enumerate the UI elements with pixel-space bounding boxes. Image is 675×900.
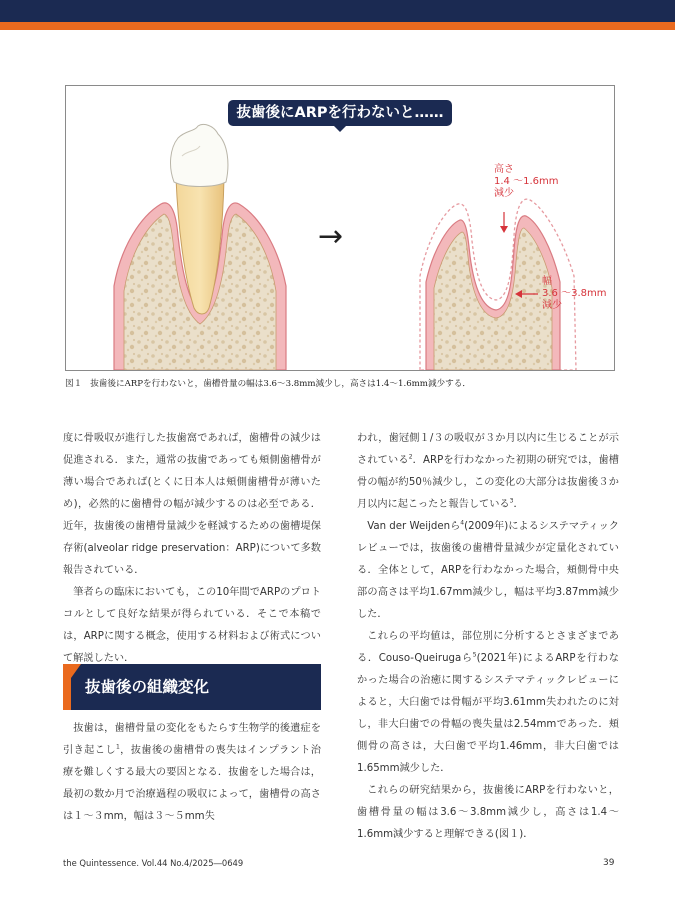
before-extraction-diagram xyxy=(114,124,286,370)
top-navy-bar xyxy=(0,0,675,22)
figure-1 xyxy=(65,85,615,371)
reference-mark: 4 xyxy=(460,519,465,527)
paragraph xyxy=(357,626,619,780)
left-column xyxy=(63,428,321,670)
height-reduction: 減少 xyxy=(494,188,514,199)
paragraph: 度に骨吸収が進行した抜歯窩であれば，歯槽骨の減少は促進される．また，通常の抜歯であっても頬側歯槽骨が薄い場合であれば(とくに日本人は頬側歯槽骨が薄いため)，必然的に歯槽骨の幅が減少するのは必至である．近年，抜歯後の歯槽骨量減少を軽減するための歯槽堤保存術(alveolar ridge preservation：ARP)について多数報告されている． xyxy=(63,433,321,576)
paragraph xyxy=(63,718,321,828)
section-title: 抜歯後の組織変化 xyxy=(85,678,210,696)
paragraph-text: ． xyxy=(513,499,524,510)
width-loss-annotation xyxy=(542,276,606,312)
right-column xyxy=(357,428,619,846)
figure-caption xyxy=(65,377,625,389)
paragraph xyxy=(357,516,619,626)
reference-mark: 1 xyxy=(115,743,120,751)
paragraph-text: Van der Weijdenら xyxy=(367,521,461,532)
paragraph-text: われ，歯冠側１/３の吸収が３か月以内に生じることが示されている xyxy=(357,433,619,466)
paragraph-text: (2021年)によるARPを行わなかった場合の治癒に関するシステマティックレビューによると，大臼歯では骨幅が平均3.61mm失われたのに対し，非大臼歯での骨幅の喪失量は2.54mmであった．頬側骨の高さは，大臼歯で平均1.46mm，非大臼歯では1.65mm減少した． xyxy=(357,653,619,774)
left-column-lower xyxy=(63,718,321,828)
heading-accent-bar xyxy=(63,664,71,710)
reference-mark: 5 xyxy=(472,651,477,659)
paragraph-text: (2009年)によるシステマティックレビューでは，抜歯後の歯槽骨量減少が定量化されている．全体として，ARPを行わなかった場合，頬側骨中央部の高さは平均1.67mm減少し，幅は平均3.87mm減少した． xyxy=(357,521,619,620)
caption-text: 抜歯後にARPを行わないと，歯槽骨量の幅は3.6〜3.8mm減少し，高さは1.4〜1.6mm減少する． xyxy=(90,379,471,389)
paragraph-text: これらの平均値は，部位別に分析するとさまざまである．Couso-Queirugaら xyxy=(357,631,619,664)
top-orange-stripe xyxy=(0,22,675,30)
reference-mark: 2 xyxy=(408,453,413,461)
page-number: 39 xyxy=(603,858,615,868)
transition-arrow: → xyxy=(318,219,344,254)
height-label: 高さ xyxy=(494,164,514,175)
paragraph-text: ．ARPを行わなかった初期の研究では，歯槽骨の幅が約50％減少し，この変化の大部分は抜歯後３か月以内に起こったと報告している xyxy=(357,455,619,510)
paragraph xyxy=(357,428,619,516)
section-heading xyxy=(63,664,321,710)
height-value: 1.4 〜1.6mm xyxy=(494,176,559,187)
journal-footer: the Quintessence. Vol.44 No.4/2025―0649 xyxy=(63,858,244,868)
paragraph: これらの研究結果から，抜歯後にARPを行わないと，歯槽骨量の幅は3.6〜3.8mm減少し，高さは1.4〜1.6mm減少すると理解できる(図１)． xyxy=(357,785,619,840)
caption-number: 図１ xyxy=(65,379,83,389)
figure-title-banner: 抜歯後にARPを行わないと…… xyxy=(228,100,452,126)
width-reduction: 減少 xyxy=(542,300,562,311)
width-value: 3.6 〜3.8mm xyxy=(542,288,607,299)
height-loss-annotation xyxy=(494,164,558,200)
width-label: 幅 xyxy=(542,276,552,287)
paragraph-text: ，抜歯後の歯槽骨の喪失はインプラント治療を難しくする最大の要因となる．抜歯をした場合は，最初の数か月で治療過程の吸収によって，歯槽骨の高さは１〜３mm，幅は３〜５mm失 xyxy=(63,745,321,822)
reference-mark: 3 xyxy=(509,497,514,505)
paragraph: 筆者らの臨床においても，この10年間でARPのプロトコルとして良好な結果が得られている．そこで本稿では，ARPに関する概念，使用する材料および術式について解説したい． xyxy=(63,587,321,664)
heading-accent-notch xyxy=(71,664,81,678)
paragraph-text: 抜歯は，歯槽骨量の変化をもたらす生物学的後遺症を引き起こし xyxy=(63,723,321,756)
